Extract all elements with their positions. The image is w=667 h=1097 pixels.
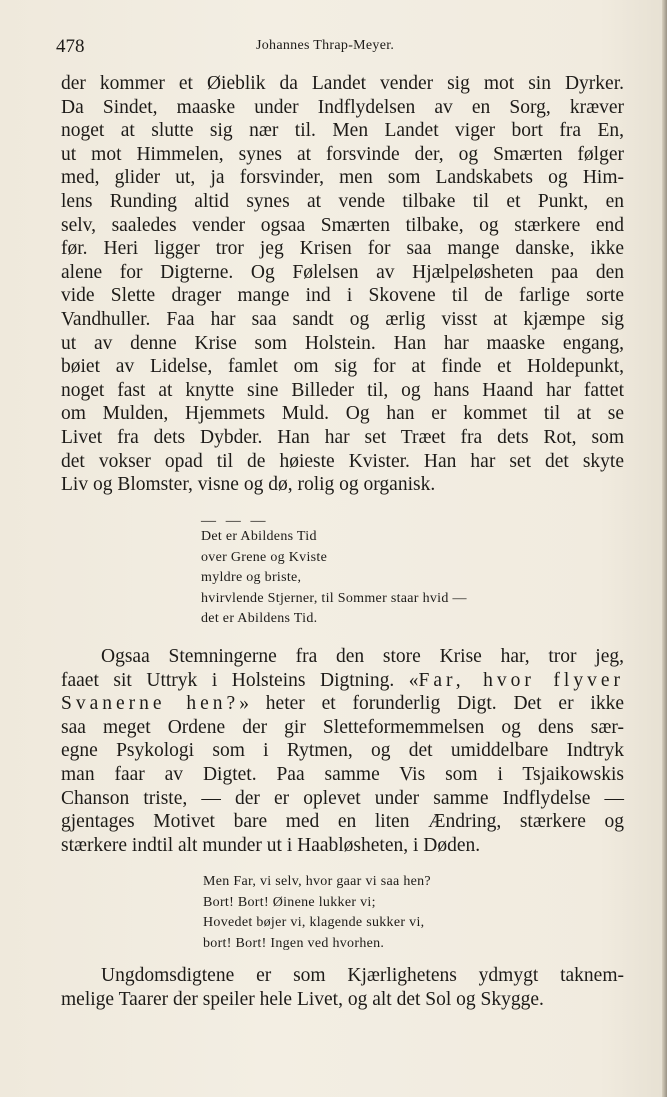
text-line: Vandhuller. Faa har saa sandt og ærlig visst at kjæmpe sig xyxy=(61,308,624,330)
verse-line: myldre og briste, xyxy=(201,570,302,585)
text-line: vide Slette drager mange ind i Skovene til de farlige sorte xyxy=(61,285,624,307)
verse-line: Det er Abildens Tid xyxy=(201,529,317,544)
text-line: stærkere indtil alt munder ut i Haabløsheten, i Døden. xyxy=(61,834,481,856)
verse-line: Hovedet bøjer vi, klagende sukker vi, xyxy=(203,915,425,930)
running-head: Johannes Thrap-Meyer. xyxy=(256,38,395,53)
verse-line: Bort! Bort! Øinene lukker vi; xyxy=(203,894,376,910)
text-line: med, glider ut, ja forsvinder, men som Landskabets og Him- xyxy=(61,167,624,189)
page-header xyxy=(56,36,626,60)
text-line: Chanson triste, — der er oplevet under samme Indflydelse — xyxy=(61,787,624,809)
text-line: Livet fra dets Dybder. Han har set Træet fra dets Rot, som xyxy=(61,426,624,448)
text-line: Da Sindet, maaske under Indflydelsen av en Sorg, kræver xyxy=(61,96,624,118)
verse-line: over Grene og Kviste xyxy=(201,549,328,565)
text-line: Ungdomsdigtene er som Kjærlighetens ydmygt taknem- xyxy=(101,965,624,986)
page-edge xyxy=(662,0,667,1097)
page-number: 478 xyxy=(56,36,85,57)
spaced-title: Far, hvor flyver xyxy=(418,669,624,691)
paragraph-1 xyxy=(61,72,624,497)
verse-line: hvirvlende Stjerner, til Sommer staar hvid — xyxy=(201,590,467,606)
spaced-title: Svanerne hen? xyxy=(61,693,240,715)
verse-line: det er Abildens Tid. xyxy=(201,611,318,626)
text-line: selv, saaledes vender ogsaa Smærten tilbake, og stærkere end xyxy=(61,214,624,236)
section-separator: — — — xyxy=(201,513,269,529)
text-line: alene for Digterne. Og Følelsen av Hjælpeløsheten paa den xyxy=(61,261,624,283)
paragraph-2 xyxy=(61,645,624,857)
verse-line: Men Far, vi selv, hvor gaar vi saa hen? xyxy=(203,874,431,889)
verse-line: bort! Bort! Ingen ved hvorhen. xyxy=(203,935,385,951)
text-line: bøiet av Lidelse, famlet om sig for at finde et Holdepunkt, xyxy=(61,356,624,378)
text-line: man faar av Digtet. Paa samme Vis som i Tsjaikowskis xyxy=(61,763,624,785)
text-line: ut mot Himmelen, synes at forsvinde der, og Smærten følger xyxy=(61,143,624,165)
text-line xyxy=(61,669,624,693)
text-line: Liv og Blomster, visne og dø, rolig og organisk. xyxy=(61,474,436,496)
verse-2 xyxy=(203,872,431,954)
text-line: egne Psykologi som i Rytmen, og det umiddelbare Indtryk xyxy=(61,740,624,762)
text-line: Ogsaa Stemningerne fra den store Krise har, tror jeg, xyxy=(101,646,624,667)
text-line: noget fast at knytte sine Billeder til, og hans Haand har fattet xyxy=(61,379,624,401)
text-line: ut av denne Krise som Holstein. Han har maaske engang, xyxy=(61,332,624,354)
text-line: noget at slutte sig nær til. Men Landet viger bort fra En, xyxy=(61,120,624,142)
text-line xyxy=(61,692,624,716)
text-line: før. Heri ligger tror jeg Krisen for saa mange danske, ikke xyxy=(61,238,624,260)
text-span: faaet sit Uttryk i Holsteins Digtning. « xyxy=(61,669,419,691)
paragraph-3 xyxy=(61,964,624,1011)
text-line: om Mulden, Hjemmets Muld. Og han er kommet til at se xyxy=(61,403,624,425)
text-span: » heter et forunderlig Digt. Det er ikke xyxy=(239,693,624,715)
verse-1 xyxy=(201,527,467,630)
text-line: saa meget Ordene der gir Sletteformemmelsen og dens sær- xyxy=(61,716,624,738)
text-line: gjentages Motivet bare med en liten Ændring, stærkere og xyxy=(61,811,624,833)
text-line: der kommer et Øieblik da Landet vender sig mot sin Dyrker. xyxy=(61,73,624,94)
text-line: det vokser opad til de høieste Kvister. Han har set det skyte xyxy=(61,450,624,472)
text-line: lens Runding altid synes at vende tilbake til et Punkt, en xyxy=(61,190,624,212)
text-line: melige Taarer der speiler hele Livet, og alt det Sol og Skygge. xyxy=(61,988,544,1010)
